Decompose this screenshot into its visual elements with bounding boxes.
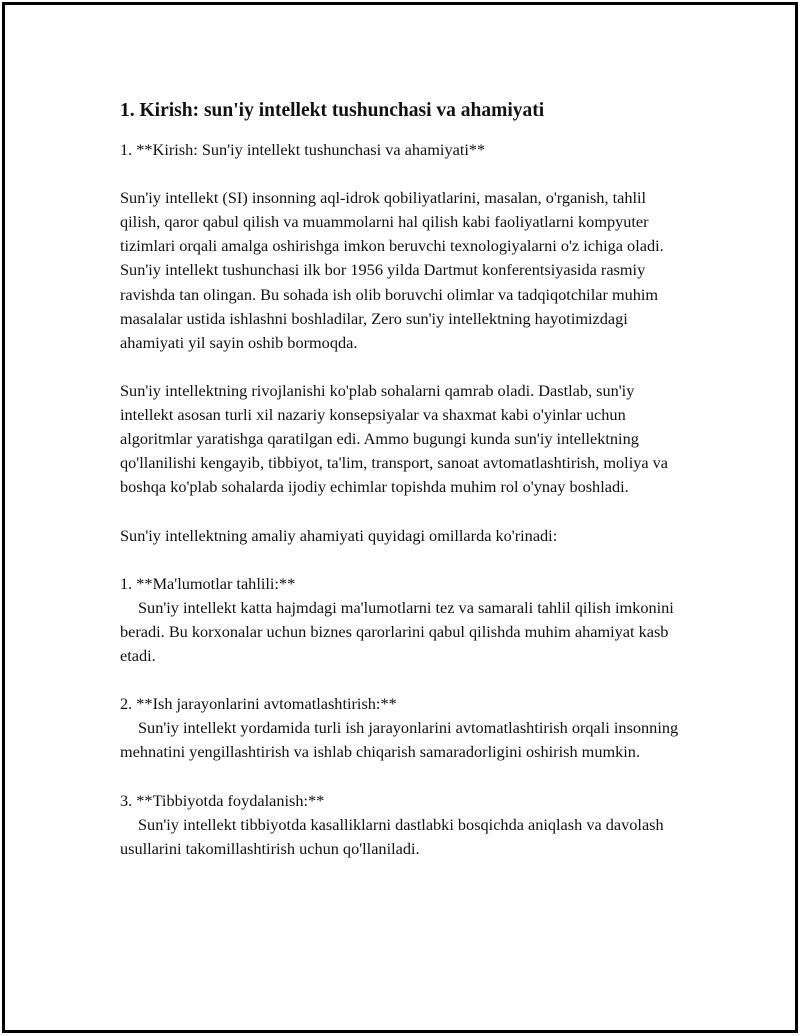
paragraph-spacer [120, 355, 690, 379]
list-item-body: Sun'iy intellekt katta hajmdagi ma'lumotlarni tez va samarali tahlil qilish imkonini beradi. Bu korxonalar uchun biznes qarorlarini qabul qilishda muhim ahamiyat kasb etadi. [120, 597, 674, 665]
list-item-body: Sun'iy intellekt yordamida turli ish jarayonlarini avtomatlashtirish orqali insonning mehnatini yengillashtirish va ishlab chiqarish samaradorligini oshirish mumkin. [120, 718, 679, 762]
list-item [120, 572, 690, 668]
paragraph-spacer [120, 162, 690, 186]
list-item-heading: 1. **Ma'lumotlar tahlili:** [120, 573, 296, 593]
document-content [120, 97, 690, 861]
paragraph-spacer [120, 499, 690, 523]
list-item [120, 789, 690, 861]
list-item-heading: 3. **Tibbiyotda foydalanish:** [120, 790, 325, 810]
document-title: 1. Kirish: sun'iy intellekt tushunchasi va ahamiyati [120, 100, 545, 121]
importance-paragraph: Sun'iy intellektning amaliy ahamiyati quyidagi omillarda ko'rinadi: [120, 525, 558, 545]
paragraph-spacer [120, 668, 690, 692]
document-subheading: 1. **Kirish: Sun'iy intellekt tushunchasi va ahamiyati** [120, 140, 486, 159]
intro-paragraph: Sun'iy intellekt (SI) insonning aql-idrok qobiliyatlarini, masalan, o'rganish, tahlil qilish, qaror qabul qilish va muammolarni hal qilish kabi faoliyatlarni kompyuter tizimlari orqali amalga oshirishga imkon beruvchi texnologiyalarni o'z ichiga oladi. Sun'iy intellekt tushunchasi ilk bor 1956 yilda Dartmut konferentsiyasida rasmiy ravishda tan olingan. Bu sohada ish olib boruvchi olimlar va tadqiqotchilar muhim masalalar ustida ishlashni boshladilar, Zero sun'iy intellektning hayotimizdagi ahamiyati yil sayin oshib bormoqda. [120, 188, 664, 352]
list-item [120, 692, 690, 764]
list-item-body: Sun'iy intellekt tibbiyotda kasalliklarni dastlabki bosqichda aniqlash va davolash usullarini takomillashtirish uchun qo'llaniladi. [120, 814, 664, 858]
document-page [2, 2, 798, 1033]
development-paragraph: Sun'iy intellektning rivojlanishi ko'plab sohalarni qamrab oladi. Dastlab, sun'iy intellekt asosan turli xil nazariy konsepsiyalar va shaxmat kabi o'yinlar uchun algoritmlar yaratishga qaratilgan edi. Ammo bugungi kunda sun'iy intellektning qo'llanilishi kengayib, tibbiyot, ta'lim, transport, sanoat avtomatlashtirish, moliya va boshqa ko'plab sohalarda ijodiy echimlar topishda muhim rol o'ynay boshladi. [120, 380, 669, 497]
paragraph-spacer [120, 764, 690, 788]
list-item-heading: 2. **Ish jarayonlarini avtomatlashtirish:** [120, 694, 397, 714]
paragraph-spacer [120, 548, 690, 572]
